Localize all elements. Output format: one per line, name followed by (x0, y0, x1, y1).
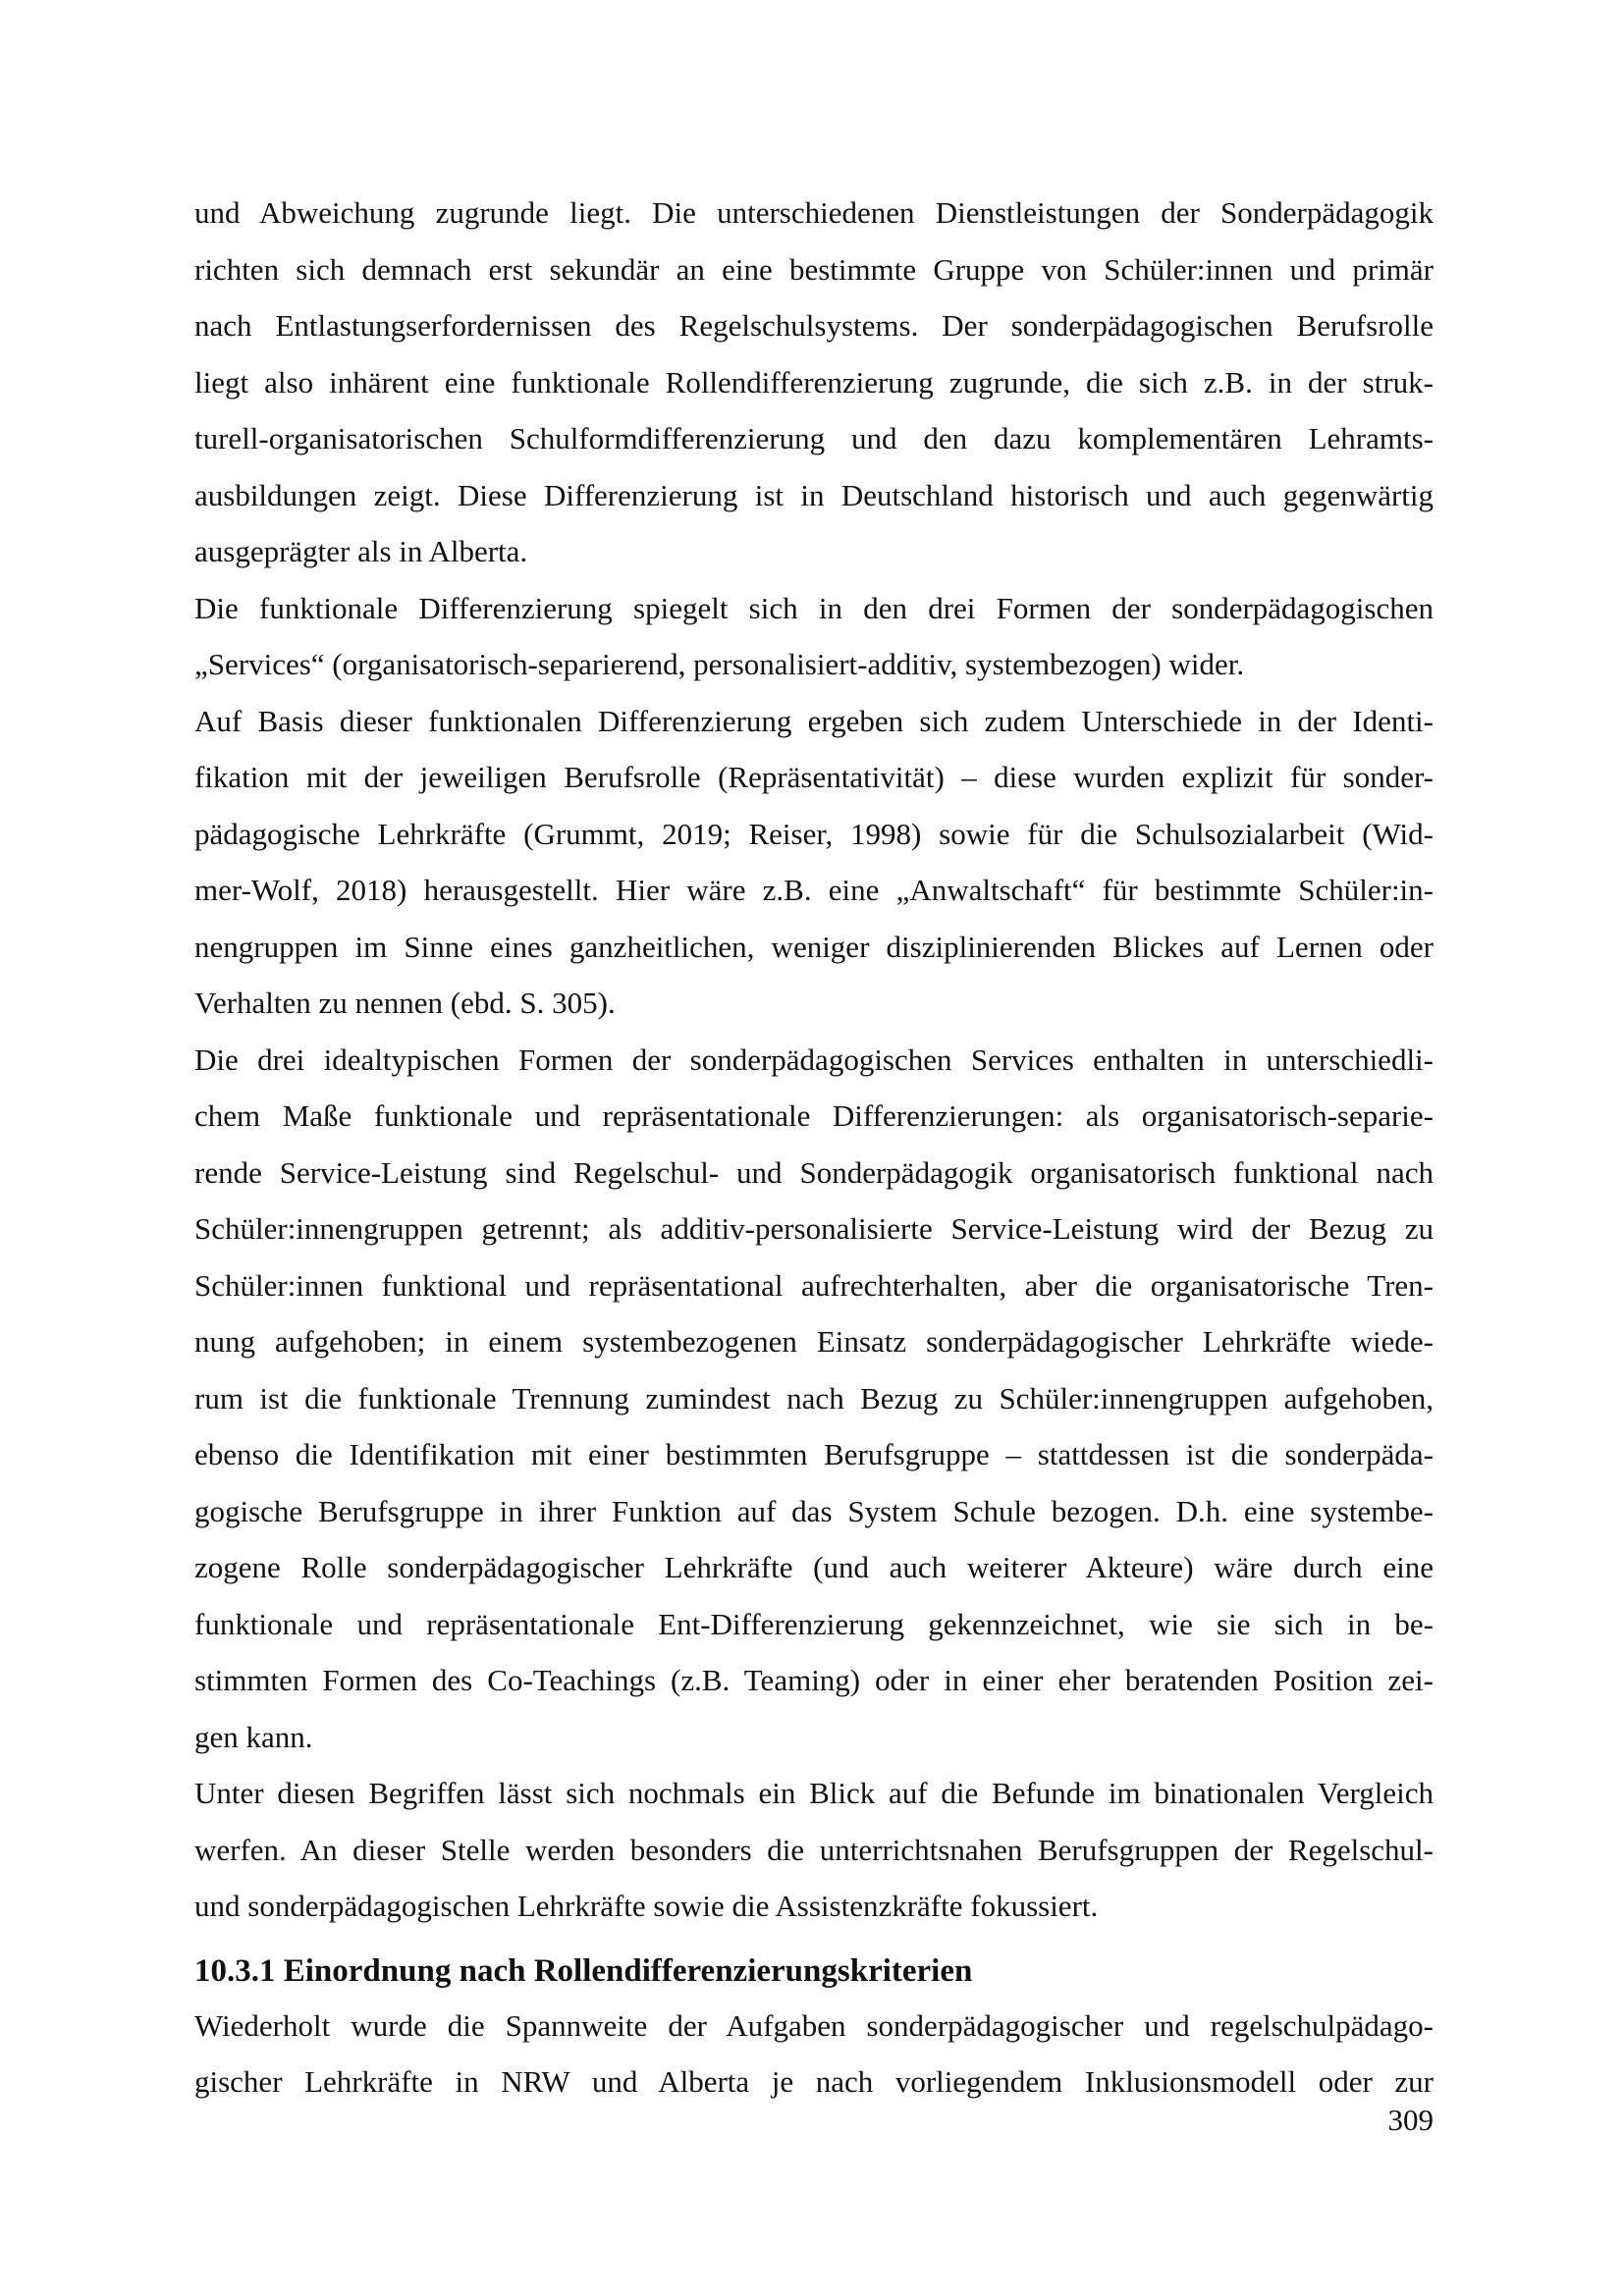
text-line: chem Maße funktionale und repräsentationale Differenzierungen: als organisatorisch-separie- (194, 1098, 1434, 1133)
text-line: gogische Berufsgruppe in ihrer Funktion auf das System Schule bezogen. D.h. eine systembe- (194, 1493, 1434, 1528)
paragraph (194, 1998, 1434, 2110)
text-line: Die funktionale Differenzierung spiegelt sich in den drei Formen der sonderpädagogischen (194, 590, 1434, 625)
text-line: zogene Rolle sonderpädagogischer Lehrkräfte (und auch weiterer Akteure) wäre durch eine (194, 1550, 1434, 1584)
text-line: richten sich demnach erst sekundär an eine bestimmte Gruppe von Schüler:innen und primär (194, 251, 1434, 287)
page-number: 309 (1387, 2103, 1434, 2137)
body-text (194, 185, 1434, 2110)
paragraph (194, 1765, 1434, 1935)
paragraph (194, 1032, 1434, 1766)
text-line: rende Service-Leistung sind Regelschul- und Sonderpädagogik organisatorisch funktional nach (194, 1154, 1434, 1190)
text-line: gischer Lehrkräfte in NRW und Alberta je nach vorliegendem Inklusionsmodell oder zur (194, 2064, 1434, 2099)
text-line: Die drei idealtypischen Formen der sonderpädagogischen Services enthalten in unterschiedli- (194, 1041, 1434, 1077)
text-line: mer-Wolf, 2018) herausgestellt. Hier wäre z.B. eine „Anwaltschaft“ für bestimmte Schüler:in- (194, 873, 1434, 907)
paragraph (194, 693, 1434, 1032)
text-line: fikation mit der jeweiligen Berufsrolle (Repräsentativität) – diese wurden explizit für sonder- (194, 760, 1434, 794)
text-line: nengruppen im Sinne eines ganzheitlichen, weniger disziplinierenden Blickes auf Lernen oder (194, 929, 1434, 964)
text-line: ausbildungen zeigt. Diese Differenzierung ist in Deutschland historisch und auch gegenwärtig (194, 477, 1434, 512)
text-line: Schüler:innengruppen getrennt; als additiv-personalisierte Service-Leistung wird der Bezug zu (194, 1211, 1434, 1246)
text-line: stimmten Formen des Co-Teachings (z.B. Teaming) oder in einer eher beratenden Position zei- (194, 1663, 1434, 1697)
section-heading (194, 1935, 1434, 1998)
text-line: „Services“ (organisatorisch-separierend, personalisiert-additiv, systembezogen) wider. (194, 647, 1245, 681)
paragraph (194, 580, 1434, 693)
text-line: Wiederholt wurde die Spannweite der Aufgaben sonderpädagogischer und regelschulpädago- (194, 2007, 1434, 2043)
text-line: Unter diesen Begriffen lässt sich nochmals ein Blick auf die Befunde im binationalen Vergleich (194, 1776, 1434, 1810)
text-line: und Abweichung zugrunde liegt. Die unterschiedenen Dienstleistungen der Sonderpädagogik (194, 195, 1434, 230)
text-line: Schüler:innen funktional und repräsentational aufrechterhalten, aber die organisatorische Tren- (194, 1267, 1434, 1303)
text-line: nung aufgehoben; in einem systembezogenen Einsatz sonderpädagogischer Lehrkräfte wiede- (194, 1324, 1434, 1359)
text-line: Verhalten zu nennen (ebd. S. 305). (194, 986, 616, 1020)
text-line: rum ist die funktionale Trennung zumindest nach Bezug zu Schüler:innengruppen aufgehoben, (194, 1380, 1434, 1415)
text-line: ebenso die Identifikation mit einer bestimmten Berufsgruppe – stattdessen ist die sonderpäda- (194, 1437, 1434, 1471)
text-line: pädagogische Lehrkräfte (Grummt, 2019; Reiser, 1998) sowie für die Schulsozialarbeit (Wid- (194, 816, 1434, 851)
text-line: Auf Basis dieser funktionalen Differenzierung ergeben sich zudem Unterschiede in der Identi- (194, 703, 1434, 738)
heading-text: 10.3.1 Einordnung nach Rollendifferenzierungskriterien (194, 1952, 973, 1989)
text-line: turell-organisatorischen Schulformdifferenzierung und den dazu komplementären Lehramts- (194, 421, 1434, 455)
text-line: funktionale und repräsentationale Ent-Differenzierung gekennzeichnet, wie sie sich in be- (194, 1606, 1434, 1641)
text-line: ausgeprägter als in Alberta. (194, 534, 528, 568)
paragraph (194, 185, 1434, 580)
text-line: gen kann. (194, 1719, 313, 1754)
text-line: nach Entlastungserfordernissen des Regelschulsystems. Der sonderpädagogischen Berufsrolle (194, 308, 1434, 343)
text-line: und sonderpädagogischen Lehrkräfte sowie die Assistenzkräfte fokussiert. (194, 1889, 1099, 1923)
text-line: liegt also inhärent eine funktionale Rollendifferenzierung zugrunde, die sich z.B. in der struk- (194, 364, 1434, 400)
text-line: werfen. An dieser Stelle werden besonders die unterrichtsnahen Berufsgruppen der Regelschul- (194, 1832, 1434, 1867)
